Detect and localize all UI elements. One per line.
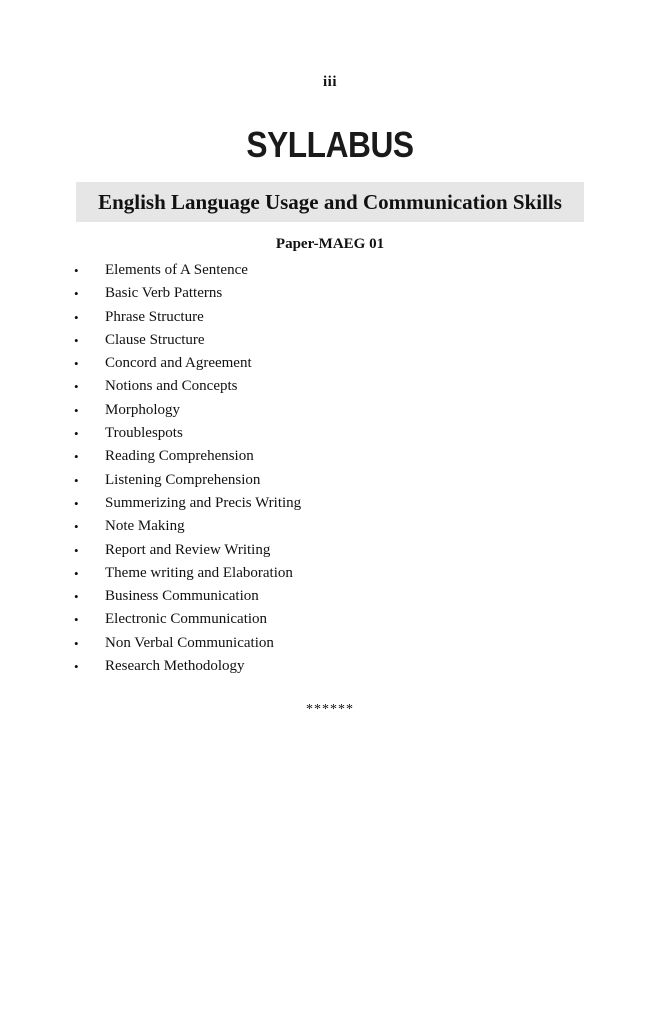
topic-label: Notions and Concepts (105, 378, 238, 395)
page-title: SYLLABUS (246, 124, 414, 165)
bullet-icon: • (74, 356, 79, 372)
page-number: iii (322, 74, 337, 90)
topic-label: Research Methodology (105, 658, 245, 675)
list-item (72, 632, 301, 655)
topic-list (72, 259, 301, 678)
list-item (72, 306, 301, 329)
bullet-icon: • (74, 286, 79, 302)
bullet-icon: • (74, 635, 79, 651)
paper-code: Paper-MAEG 01 (275, 236, 385, 252)
bullet-icon: • (74, 612, 79, 628)
bullet-icon: • (74, 426, 79, 442)
bullet-icon: • (74, 379, 79, 395)
list-item (72, 515, 301, 538)
bullet-icon: • (74, 263, 79, 278)
topic-label: Clause Structure (105, 331, 205, 348)
bullet-icon: • (74, 659, 79, 675)
end-of-section-mark: ****** (306, 702, 354, 717)
list-item (72, 492, 301, 515)
bullet-icon: • (74, 589, 79, 605)
bullet-icon: • (74, 309, 79, 325)
list-item (72, 259, 301, 282)
bullet-icon: • (74, 542, 79, 558)
bullet-icon: • (74, 449, 79, 465)
topic-label: Concord and Agreement (105, 355, 252, 372)
topic-label: Troublespots (105, 425, 183, 442)
bullet-icon: • (74, 332, 79, 348)
bullet-icon: • (74, 519, 79, 535)
topic-label: Note Making (105, 518, 185, 535)
topic-label: Business Communication (105, 588, 259, 605)
subtitle-band (76, 182, 584, 222)
topic-label: Elements of A Sentence (105, 262, 248, 278)
topic-label: Reading Comprehension (105, 448, 254, 465)
topic-label: Non Verbal Communication (105, 634, 274, 651)
bullet-icon: • (74, 565, 79, 581)
topic-label: Phrase Structure (105, 308, 204, 325)
list-item (72, 375, 301, 398)
list-item (72, 422, 301, 445)
course-title: English Language Usage and Communication Skills (98, 189, 562, 214)
list-item (72, 399, 301, 422)
list-item (72, 469, 301, 492)
list-item (72, 445, 301, 468)
list-item (72, 585, 301, 608)
topic-label: Report and Review Writing (105, 541, 271, 558)
topic-label: Basic Verb Patterns (105, 285, 223, 302)
bullet-icon: • (74, 402, 79, 418)
topic-label: Theme writing and Elaboration (105, 564, 293, 581)
list-item (72, 608, 301, 631)
list-item (72, 352, 301, 375)
topic-label: Electronic Communication (105, 611, 268, 628)
list-item (72, 562, 301, 585)
topic-label: Listening Comprehension (105, 471, 261, 488)
list-item (72, 655, 301, 678)
list-item (72, 329, 301, 352)
list-item (72, 539, 301, 562)
bullet-icon: • (74, 495, 79, 511)
list-item (72, 282, 301, 305)
topic-label: Summerizing and Precis Writing (105, 494, 302, 511)
bullet-icon: • (74, 472, 79, 488)
topic-label: Morphology (105, 401, 180, 418)
